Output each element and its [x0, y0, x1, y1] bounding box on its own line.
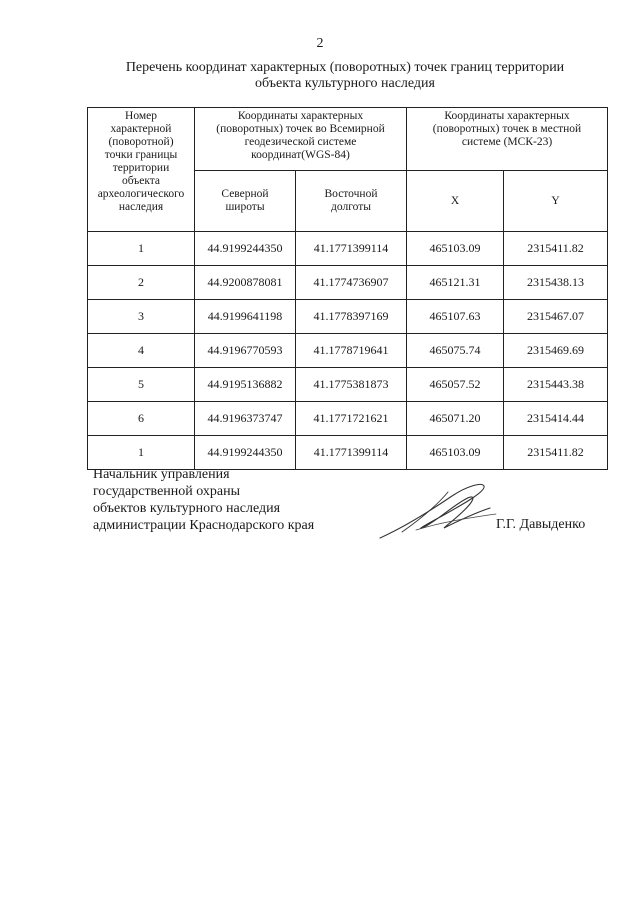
signer-position-line: администрации Краснодарского края [93, 518, 315, 533]
header-north-latitude: Северной широты [195, 171, 296, 232]
signer-position-line: объектов культурного наследия [93, 501, 281, 516]
header-msk23: Координаты характерных (поворотных) точек в местной системе (МСК-23) [407, 108, 608, 171]
cell-longitude: 41.1775381873 [296, 368, 407, 402]
cell-latitude: 44.9200878081 [195, 266, 296, 300]
table-row [88, 436, 608, 470]
cell-longitude: 41.1771721621 [296, 402, 407, 436]
cell-y: 2315469.69 [504, 334, 608, 368]
cell-y: 2315411.82 [504, 436, 608, 470]
cell-y: 2315443.38 [504, 368, 608, 402]
table-row [88, 402, 608, 436]
cell-x: 465075.74 [407, 334, 504, 368]
cell-point-number: 3 [88, 300, 195, 334]
table-row [88, 334, 608, 368]
document-title [95, 60, 595, 92]
cell-point-number: 5 [88, 368, 195, 402]
cell-latitude: 44.9196373747 [195, 402, 296, 436]
header-y: Y [504, 171, 608, 232]
cell-x: 465103.09 [407, 436, 504, 470]
cell-y: 2315411.82 [504, 232, 608, 266]
cell-longitude: 41.1771399114 [296, 436, 407, 470]
cell-point-number: 6 [88, 402, 195, 436]
signer-position-line: государственной охраны [93, 484, 241, 499]
signer-position-line: Начальник управления [93, 467, 230, 482]
cell-latitude: 44.9199244350 [195, 232, 296, 266]
cell-longitude: 41.1778719641 [296, 334, 407, 368]
cell-point-number: 4 [88, 334, 195, 368]
cell-point-number: 1 [88, 232, 195, 266]
cell-latitude: 44.9199244350 [195, 436, 296, 470]
coordinates-table [87, 107, 608, 470]
table-row [88, 368, 608, 402]
cell-x: 465121.31 [407, 266, 504, 300]
cell-longitude: 41.1778397169 [296, 300, 407, 334]
page-number: 2 [316, 36, 324, 51]
cell-x: 465071.20 [407, 402, 504, 436]
cell-latitude: 44.9196770593 [195, 334, 296, 368]
cell-longitude: 41.1774736907 [296, 266, 407, 300]
signer-name: Г.Г. Давыденко [496, 517, 586, 532]
cell-x: 465057.52 [407, 368, 504, 402]
cell-latitude: 44.9199641198 [195, 300, 296, 334]
table-row [88, 266, 608, 300]
table-row [88, 232, 608, 266]
header-east-longitude: Восточной долготы [296, 171, 407, 232]
header-point-number: Номер характерной (поворотной) точки границы территории объекта археологического наследия [88, 108, 195, 232]
signer-position [93, 466, 314, 534]
title-line-2: объекта культурного наследия [255, 76, 435, 91]
handwritten-signature [372, 478, 502, 548]
cell-y: 2315467.07 [504, 300, 608, 334]
cell-longitude: 41.1771399114 [296, 232, 407, 266]
cell-point-number: 2 [88, 266, 195, 300]
header-wgs84: Координаты характерных (поворотных) точек во Всемирной геодезической системе координат(WGS-84) [195, 108, 407, 171]
cell-point-number: 1 [88, 436, 195, 470]
cell-y: 2315414.44 [504, 402, 608, 436]
table-row [88, 300, 608, 334]
title-line-1: Перечень координат характерных (поворотных) точек границ территории [125, 60, 565, 75]
cell-x: 465103.09 [407, 232, 504, 266]
cell-x: 465107.63 [407, 300, 504, 334]
cell-latitude: 44.9195136882 [195, 368, 296, 402]
cell-y: 2315438.13 [504, 266, 608, 300]
header-x: X [407, 171, 504, 232]
